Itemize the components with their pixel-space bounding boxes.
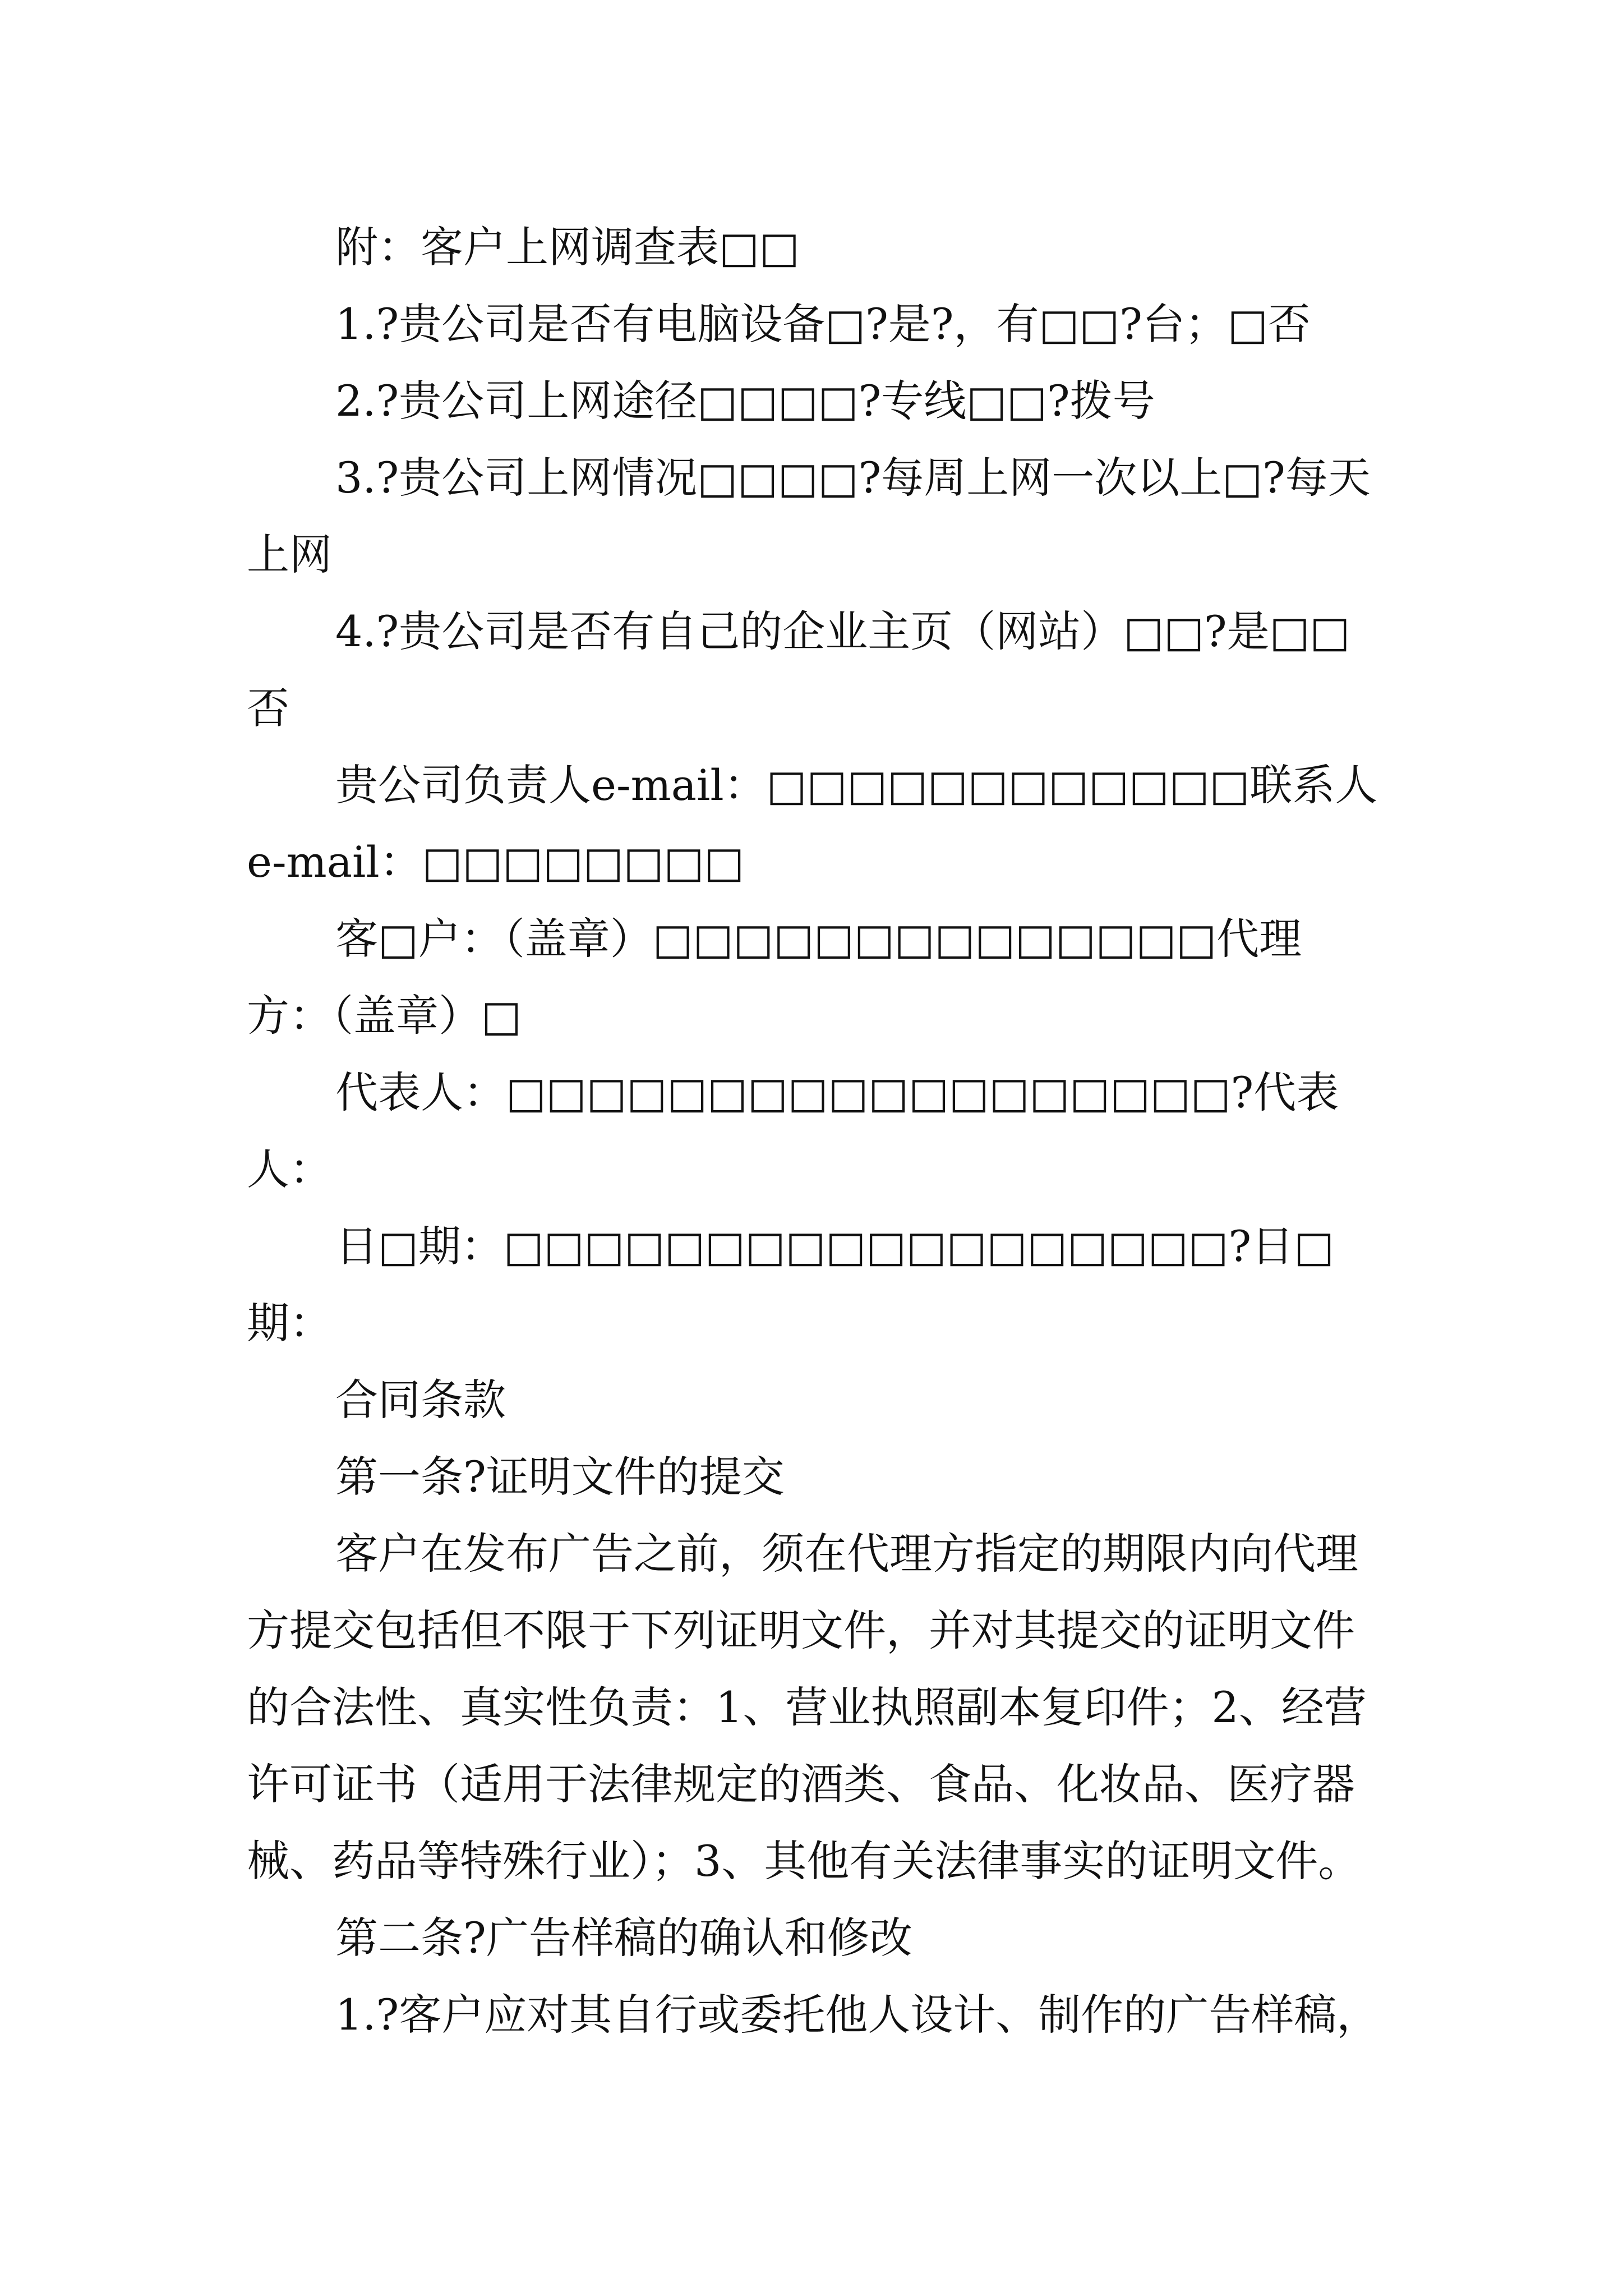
article-1-body: 客户在发布广告之前，须在代理方指定的期限内向代理方提交包括但不限于下列证明文件，并对其提交的证明文件的合法性、真实性负责：1、营业执照副本复印件；2、经营许可证书（适用于法律规定的酒类、食品、化妆品、医疗器械、药品等特殊行业）；3、其他有关法律事实的证明文件。 xyxy=(247,1529,1367,1886)
appendix-heading: 附：客户上网调查表□□ xyxy=(335,222,800,272)
article-1-heading: 第一条?证明文件的提交 xyxy=(335,1452,785,1502)
date-fields: 日□期：□□□□□□□□□□□□□□□□□□?日□期： xyxy=(247,1221,1334,1348)
document-body xyxy=(247,209,1385,2053)
article-2-heading: 第二条?广告样稿的确认和修改 xyxy=(335,1913,912,1963)
survey-question-3: 3.?贵公司上网情况□□□□?每周上网一次以上□?每天上网 xyxy=(247,453,1371,579)
survey-question-4: 4.?贵公司是否有自己的企业主页（网站）□□?是□□否 xyxy=(247,606,1350,733)
seal-fields: 客□户：（盖章）□□□□□□□□□□□□□□代理方：（盖章）□ xyxy=(247,914,1302,1041)
representative-fields: 代表人：□□□□□□□□□□□□□□□□□□?代表人： xyxy=(247,1068,1339,1194)
article-2-clause-1: 1.?客户应对其自行或委托他人设计、制作的广告样稿， xyxy=(335,1990,1380,2040)
email-fields: 贵公司负责人e-mail：□□□□□□□□□□□□联系人e-mail：□□□□□□□□ xyxy=(247,760,1378,887)
contract-terms-heading: 合同条款 xyxy=(335,1375,506,1425)
survey-question-2: 2.?贵公司上网途径□□□□?专线□□?拨号 xyxy=(335,376,1155,426)
survey-question-1: 1.?贵公司是否有电脑设备□?是?，有□□?台；□否 xyxy=(335,299,1311,349)
